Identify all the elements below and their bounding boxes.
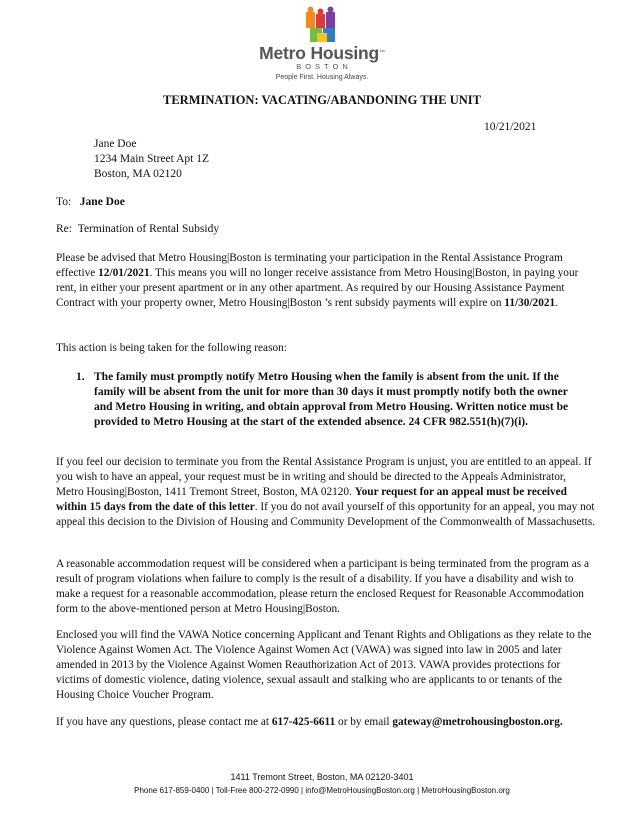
letter-title: TERMINATION: VACATING/ABANDONING THE UNIT — [163, 93, 481, 107]
paragraph-reason-intro: This action is being taken for the following reason: — [56, 342, 287, 354]
footer-address: 1411 Tremont Street, Boston, MA 02120-3401 — [230, 772, 414, 782]
contact-email[interactable]: gateway@metrohousingboston.org — [392, 716, 560, 728]
paragraph-termination-notice: Please be advised that Metro Housing|Boston is terminating your participation in the Rental Assistance Program effective 12/01/2021. This means you will no longer receive assistance from Metro Housing|Boston, in paying your rent, in either your present apartment or in any other apartment. As required by our Housing Assistance Payment Contract with your property owner, Metro Housing|Boston ’s rent subsidy payments will expire on 11/30/2021. — [56, 252, 579, 309]
footer-contacts: Phone 617-859-0400 | Toll-Free 800-272-0990 | info@MetroHousingBoston.org | MetroHousingBoston.org — [134, 786, 510, 795]
appeal-deadline: Your request for an appeal must be received within 15 days from the date of this letter — [56, 486, 567, 513]
reason-text: The family must promptly notify Metro Housing when the family is absent from the unit. If the family will be absent from the unit for more than 30 days it must promptly notify both the owner and Metro Housing in writing, and obtain approval from Metro Housing. Written notice must be provided to Metro Housing at the start of the extended absence. 24 CFR 982.551(h)(7)(i). — [94, 371, 569, 428]
re-line — [56, 223, 219, 235]
contact-phone[interactable]: 617-425-6611 — [271, 716, 336, 728]
paragraph-vawa: Enclosed you will find the VAWA Notice concerning Applicant and Tenant Rights and Obligations as they relate to the Violence Against Women Act. The Violence Against Women Act (VAWA) was signed into law in 2005 and later amended in 2013 by the Violence Against Women Reauthorization Act of 2013. VAWA provides protections for victims of domestic violence, dating violence, sexual assault and stalking who are applicants to or tenants of the Housing Choice Voucher Program. — [56, 629, 592, 701]
reason-number: 1. — [76, 371, 85, 383]
logo-tagline: People First. Housing Always. — [275, 74, 369, 81]
re-subject: Termination of Rental Subsidy — [77, 223, 220, 235]
to-name: Jane Doe — [79, 196, 125, 208]
re-label: Re: — [56, 223, 72, 235]
logo-wordmark: Metro Housing™ — [259, 43, 385, 63]
logo-figures-icon — [300, 6, 344, 44]
paragraph-reasonable-accommodation: A reasonable accommodation request will be considered when a participant is being terminated from the program as a result of program violations when failure to comply is the result of a disability. If you have a disability and wish to make a request for a reasonable accommodation, please return the enclosed Request for Reasonable Accommodation form to the above-mentioned person at Metro Housing|Boston. — [56, 558, 589, 615]
recipient-name: Jane Doe — [94, 138, 137, 150]
recipient-city: Boston, MA 02120 — [94, 168, 182, 180]
metro-housing-logo — [0, 6, 644, 83]
expiration-date: 11/30/2021 — [504, 297, 556, 309]
paragraph-appeal: If you feel our decision to terminate you from the Rental Assistance Program is unjust, you are entitled to an appeal. If you wish to have an appeal, your request must be in writing and should be directed to the Appeals Administrator, Metro Housing|Boston, 1411 Tremont Street, Boston, MA 02120. Your request for an appeal must be received within 15 days from the date of this letter. If you do not avail yourself of this opportunity for an appeal, you may not appeal this decision to the Division of Housing and Community Development of the Commonwealth of Massachusetts. — [56, 456, 596, 528]
effective-date: 12/01/2021 — [98, 267, 150, 279]
logo-city: BOSTON — [296, 62, 352, 71]
paragraph-contact: If you have any questions, please contact me at 617-425-6611 or by email gateway@metrohousingboston.org. — [56, 716, 563, 728]
to-label: To: — [56, 196, 72, 208]
recipient-address — [94, 137, 209, 182]
termination-reason — [76, 370, 586, 430]
to-line — [56, 196, 125, 208]
recipient-street: 1234 Main Street Apt 1Z — [94, 153, 209, 165]
letter-date: 10/21/2021 — [484, 121, 537, 133]
